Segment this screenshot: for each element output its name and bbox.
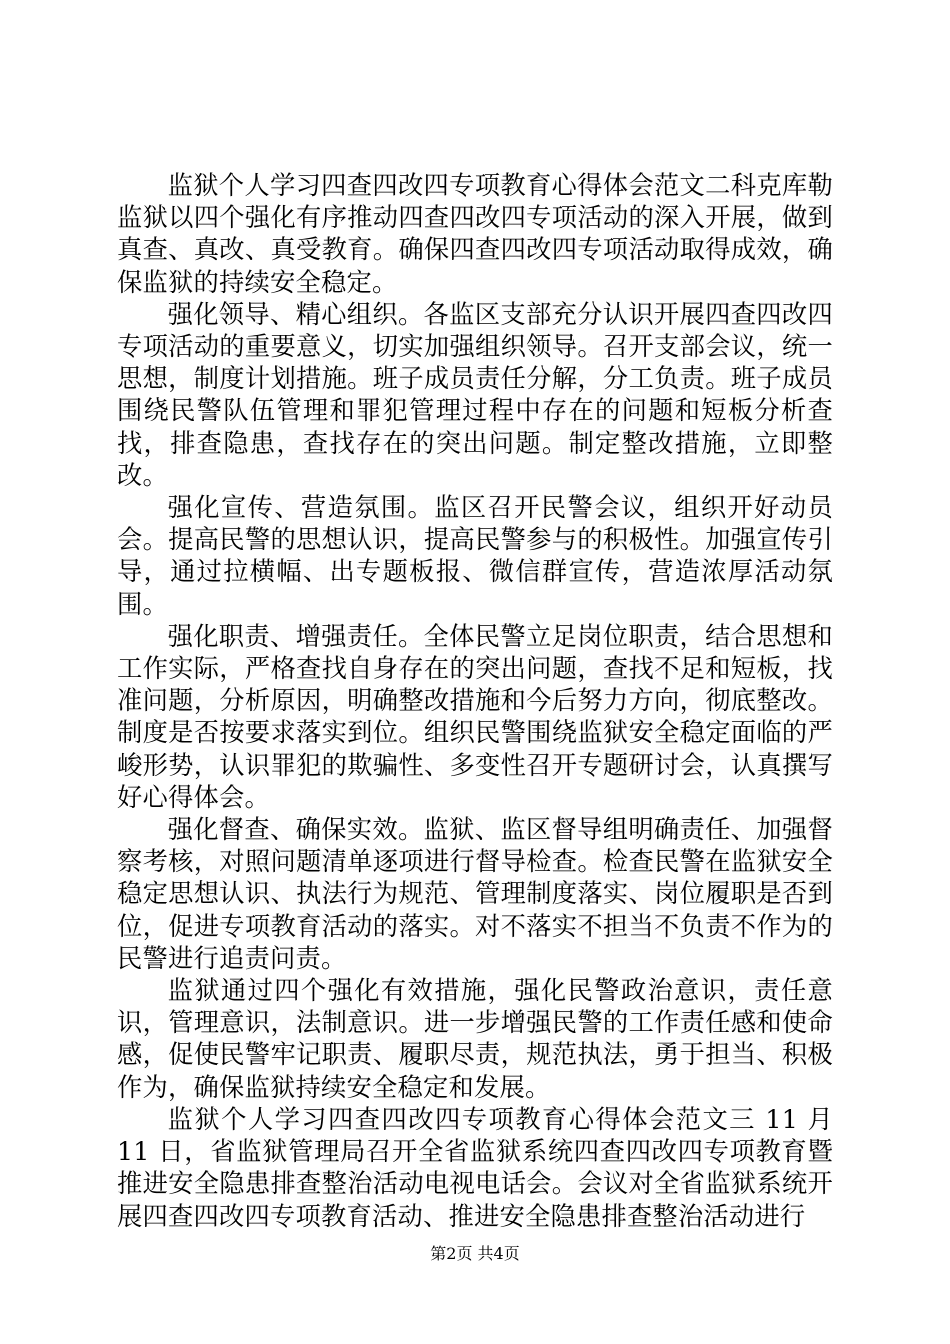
paragraph: 监狱通过四个强化有效措施，强化民警政治意识，责任意识，管理意识，法制意识。进一步增强民警的工作责任感和使命感，促使民警牢记职责、履职尽责，规范执法，勇于担当、积极作为，确保监狱持续安全稳定和发展。 bbox=[117, 976, 833, 1102]
paragraph: 强化宣传、营造氛围。监区召开民警会议，组织开好动员会。提高民警的思想认识，提高民警参与的积极性。加强宣传引导，通过拉横幅、出专题板报、微信群宣传，营造浓厚活动氛围。 bbox=[117, 493, 833, 619]
paragraph: 监狱个人学习四查四改四专项教育心得体会范文二科克库勒监狱以四个强化有序推动四查四改四专项活动的深入开展，做到真查、真改、真受教育。确保四查四改四专项活动取得成效，确保监狱的持续安全稳定。 bbox=[117, 171, 833, 297]
page-footer: 第2页 共4页 bbox=[430, 1244, 520, 1263]
paragraph: 强化职责、增强责任。全体民警立足岗位职责，结合思想和工作实际，严格查找自身存在的突出问题，查找不足和短板，找准问题，分析原因，明确整改措施和今后努力方向，彻底整改。制度是否按要求落实到位。组织民警围绕监狱安全稳定面临的严峻形势，认识罪犯的欺骗性、多变性召开专题研讨会，认真撰写好心得体会。 bbox=[117, 621, 833, 812]
paragraph: 监狱个人学习四查四改四专项教育心得体会范文三 11 月 11 日，省监狱管理局召开全省监狱系统四查四改四专项教育暨推进安全隐患排查整治活动电视电话会。会议对全省监狱系统开展四查四改四专项教育活动、推进安全隐患排查整治活动进行 bbox=[117, 1104, 833, 1231]
document-body bbox=[117, 170, 833, 1233]
paragraph: 强化督查、确保实效。监狱、监区督导组明确责任、加强督察考核，对照问题清单逐项进行督导检查。检查民警在监狱安全稳定思想认识、执法行为规范、管理制度落实、岗位履职是否到位，促进专项教育活动的落实。对不落实不担当不负责不作为的民警进行追责问责。 bbox=[117, 815, 833, 973]
paragraph: 强化领导、精心组织。各监区支部充分认识开展四查四改四专项活动的重要意义，切实加强组织领导。召开支部会议，统一思想，制度计划措施。班子成员责任分解，分工负责。班子成员围绕民警队伍管理和罪犯管理过程中存在的问题和短板分析查找，排查隐患，查找存在的突出问题。制定整改措施，立即整改。 bbox=[117, 299, 833, 490]
